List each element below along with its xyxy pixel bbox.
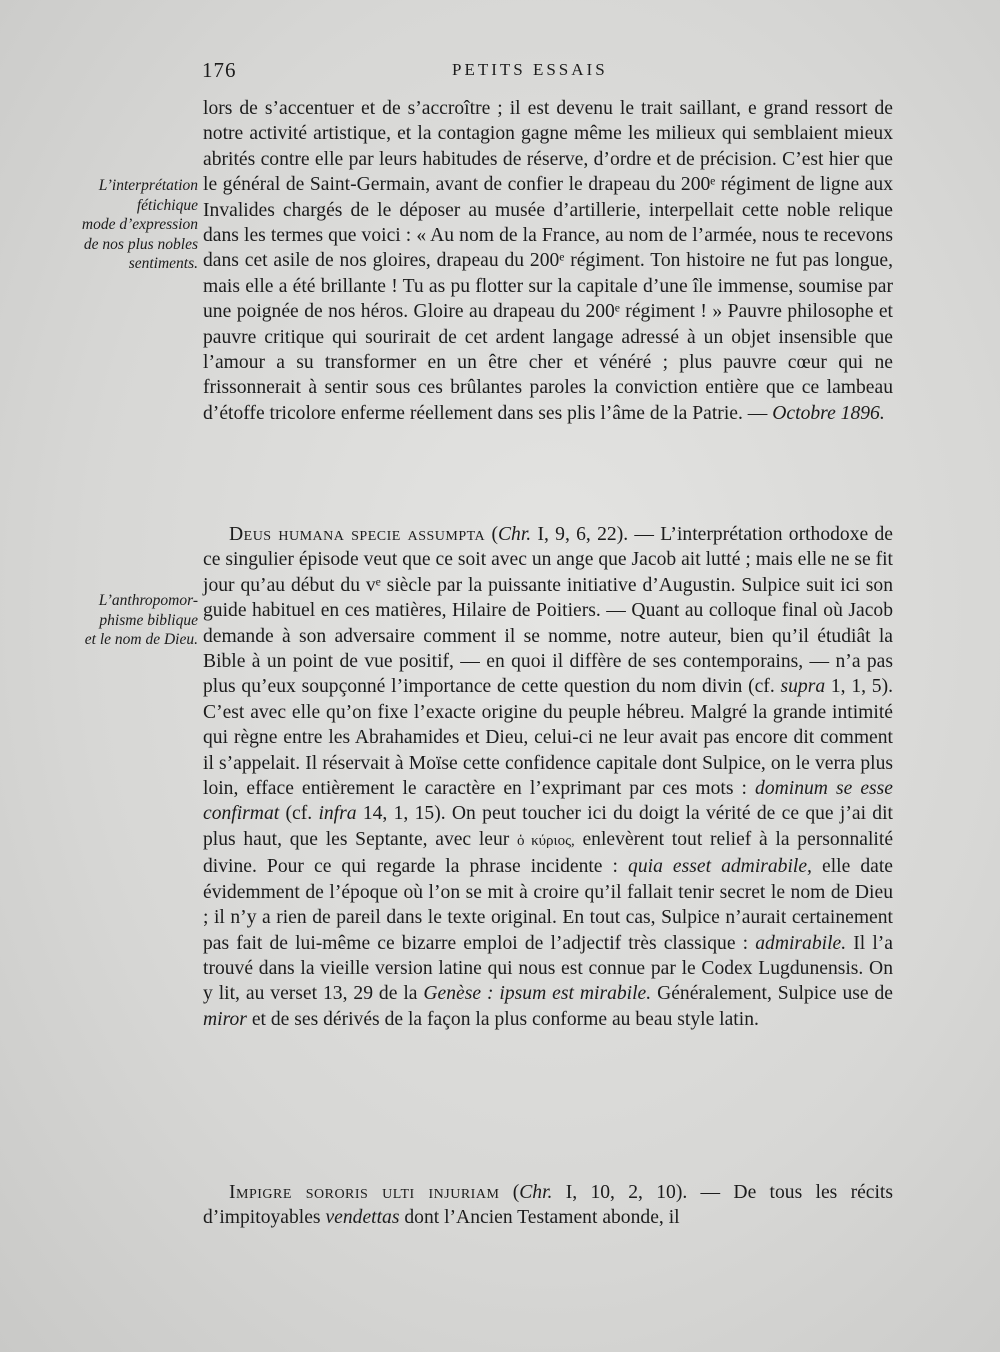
italic-term: infra — [318, 803, 357, 825]
italic-term: dominum se esse confirmat — [203, 778, 893, 825]
paragraph-text: et de ses dérivés de la façon la plus conforme au beau style latin. — [246, 1008, 759, 1030]
margin-line: mode d’expression — [81, 216, 198, 233]
italic-term: Genèse : ipsum est mirabile. — [423, 983, 652, 1005]
ref-text: ( — [485, 524, 498, 545]
paragraph-text: (cf. — [279, 803, 319, 825]
paragraph-text: dont l’Ancien Testament abonde, il — [399, 1207, 680, 1229]
margin-line: L’interprétation — [98, 177, 198, 194]
margin-note-2 — [40, 591, 198, 650]
margin-line: fétichique — [136, 196, 198, 214]
paragraph-text: lors de s’accentuer et de s’accroître ; il est devenu le trait saillant, e grand ressort de notre activité artistique, et la contagion gagne même les milieux qui semblaient mieux abrités contre elle par leurs habitudes de réserve, d’ordre et de précision. C’est hier que le général de Saint-Germain, avant de confier le drapeau du 200ᵉ régiment de ligne aux Invalides chargés de le déposer au musée d’artillerie, interpellait cette noble relique dans les termes que voici : « Au nom de la France, au nom de l’armée, nous te recevons dans cet asile de nos gloires, drapeau du 200ᵉ régiment. Ton histoire ne fut pas longue, mais elle a été brillante ! Tu as pu flotter sur la capitale d’une île immense, soumise par une poignée de nos héros. Gloire au drapeau du 200ᵉ régiment ! » Pauvre philosophe et pauvre critique qui sourirait de cet ardent langage adressé à un objet insensible que l’amour a su transformer en un être cher et vénéré ; plus pauvre cœur qui ne frissonnerait à sentir sous ces brûlantes paroles la conviction entière que ce lambeau d’étoffe tricolore enferme réellement dans ses plis l’âme de la Patrie. — — [203, 98, 893, 424]
page-number: 176 — [202, 58, 237, 82]
paragraph-text: 1, 1, 5). C’est avec elle qu’on fixe l’exacte origine du peuple hébreu. Malgré la grande intimité qui règne entre les Abrahamides et Dieu, celui-ci ne leur avait pas encore dit comment il s’appelait. Il réservait à Moïse cette confidence capitale dont Sulpice, on le verra plus loin, efface entièrement le caractère en l’exprimant par ces mots : — [203, 676, 893, 800]
section-heading: Impigre sororis ulti injuriam — [229, 1182, 500, 1203]
paragraph-date: Octobre 1896. — [772, 402, 885, 424]
running-title: PETITS ESSAIS — [452, 60, 608, 79]
greek-term: ὁ κύριος, — [517, 832, 575, 849]
margin-line: L’anthropomor- — [98, 592, 198, 609]
ref-text: ( — [499, 1182, 520, 1203]
italic-term: quia esset admirabile, — [628, 856, 812, 878]
margin-line: phisme biblique — [99, 611, 198, 629]
ref-italic: Chr. — [497, 524, 532, 545]
italic-term: vendettas — [325, 1207, 400, 1229]
page-header — [200, 58, 900, 88]
paragraph-text: enlevèrent tout relief à la personnalité divine. Pour ce qui regarde la phrase incidente : — [203, 828, 894, 878]
paragraph-text: Il l’a trouvé dans la vieille version latine qui nous est connue par le Codex Lugdunensis. On y lit, au verset 13, 29 de la — [203, 932, 893, 1005]
ref-text: I, 10, 2, 10). — — [552, 1182, 734, 1203]
section-heading: Deus humana specie assumpta — [229, 524, 486, 545]
paragraph-text: De tous les récits d’impitoyables — [203, 1182, 893, 1229]
margin-line: et le nom de Dieu. — [84, 631, 198, 648]
paragraph-text: L’interprétation orthodoxe de ce singulier épisode veut que ce soit avec un ange que Jacob ait lutté ; mais elle ne se fit jour qu’au début du vᵉ siècle par la puissante initiative d’Augustin. Sulpice suit ici son guide habituel en ces matières, Hilaire de Poitiers. — Quant au colloque final où Jacob demande à son adversaire comment il se nomme, notre auteur, bien qu’il étudiât la Bible à un point de vue positif, — en quoi il diffère de ses contemporains, — n’a pas plus qu’eux soupçonné l’importance de cette question du nom divin (cf. — [203, 524, 893, 698]
paragraph-2 — [203, 522, 893, 1032]
paragraph-text: Généralement, Sulpice use de — [651, 983, 894, 1005]
italic-term: supra — [780, 676, 826, 698]
paragraph-1 — [203, 96, 893, 426]
italic-term: miror — [203, 1008, 247, 1030]
margin-note-1 — [40, 176, 198, 274]
paragraph-3 — [203, 1180, 893, 1231]
margin-line: de nos plus nobles — [83, 235, 198, 253]
italic-term: admirabile. — [755, 932, 847, 954]
paragraph-text: elle date évidemment de l’époque où l’on se mit à croire qu’il fallait tenir secret le nom de Dieu ; il n’y a rien de pareil dans le texte original. En tout cas, Sulpice n’aurait certainement pas fait de lui-même ce bizarre emploi de l’adjectif très classique : — [203, 856, 893, 954]
margin-line: sentiments. — [128, 255, 198, 272]
ref-text: I, 9, 6, 22). — — [531, 524, 661, 545]
ref-italic: Chr. — [519, 1182, 553, 1203]
paragraph-text: 14, 1, 15). On peut toucher ici du doigt la vérité de ce que j’ai dit plus haut, que les Septante, avec leur — [203, 803, 893, 850]
